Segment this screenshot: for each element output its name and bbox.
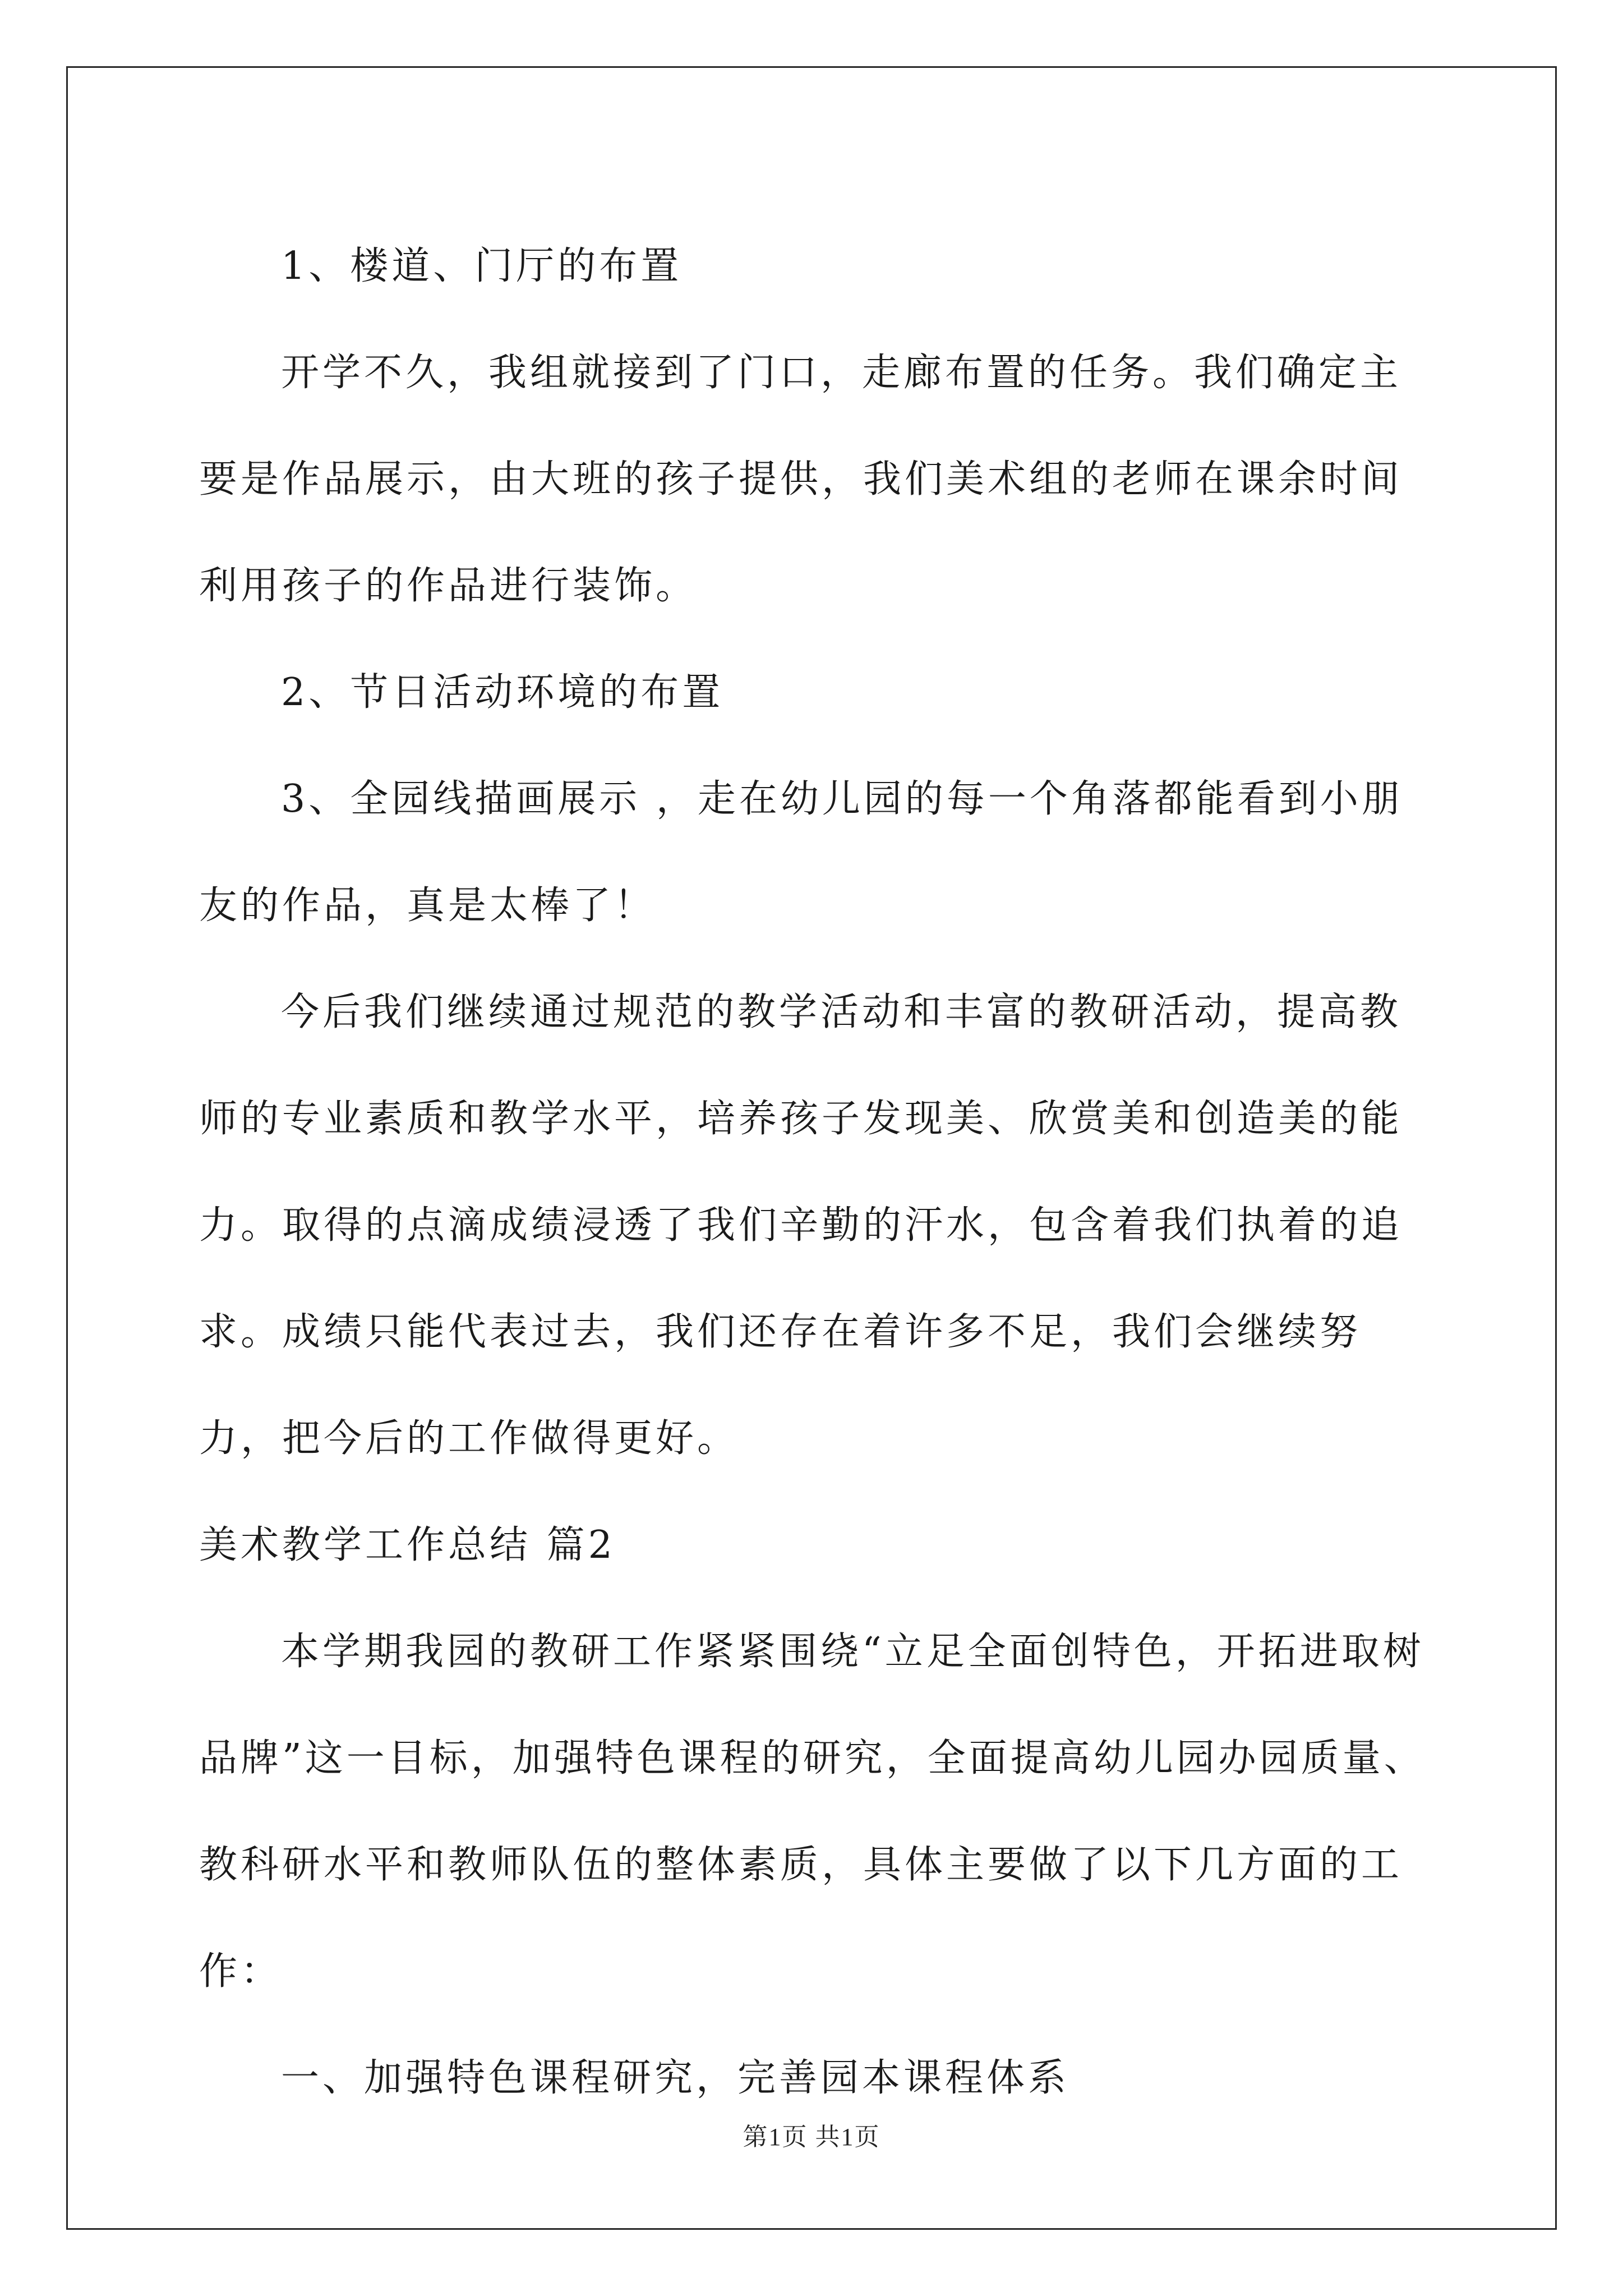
paragraph-heading-2: 2、节日活动环境的布置: [281, 670, 724, 715]
paragraph-body-2: 今后我们继续通过规范的教学活动和丰富的教研活动，提高教师的专业素质和教学水平，培养孩子发现美、欣赏美和创造美的能力。取得的点滴成绩浸透了我们辛勤的汗水，包含着我们执着的追求。成绩只能代表过去，我们还存在着许多不足，我们会继续努力，把今后的工作做得更好。: [199, 990, 1403, 1461]
paragraph-heading-4: 一、加强特色课程研究，完善园本课程体系: [281, 2056, 1070, 2100]
document-body: [199, 213, 1433, 2132]
paragraph-body-3: 本学期我园的教研工作紧紧围绕“立足全面创特色，开拓进取树品牌”这一目标，加强特色课程的研究，全面提高幼儿园办园质量、教科研水平和教师队伍的整体素质，具体主要做了以下几方面的工作：: [199, 1630, 1426, 1994]
paragraph-body-1: 开学不久，我组就接到了门口，走廊布置的任务。我们确定主要是作品展示，由大班的孩子提供，我们美术组的老师在课余时间利用孩子的作品进行装饰。: [199, 351, 1403, 608]
page-footer: 第1页 共1页: [743, 2123, 880, 2151]
section-title: 美术教学工作总结 篇2: [199, 1523, 616, 1567]
paragraph-heading-1: 1、楼道、门厅的布置: [281, 244, 683, 288]
paragraph-heading-3: 3、全园线描画展示 ，走在幼儿园的每一个角落都能看到小朋友的作品，真是太棒了！: [199, 777, 1403, 928]
